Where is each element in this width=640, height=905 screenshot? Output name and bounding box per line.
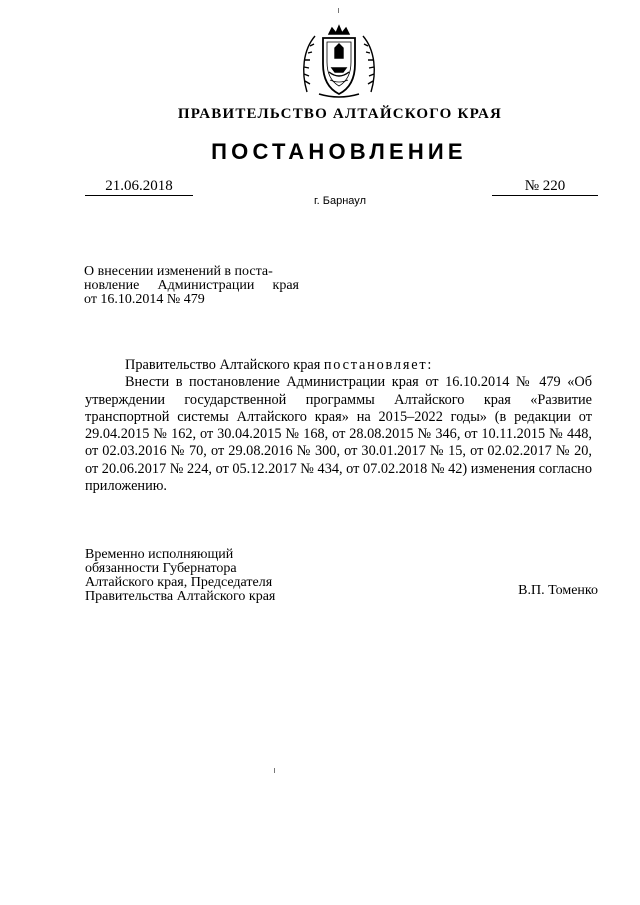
signer-position-line: Алтайского края, Председателя: [85, 575, 273, 590]
government-title: ПРАВИТЕЛЬСТВО АЛТАЙСКОГО КРАЯ: [177, 106, 503, 122]
scan-mark: [274, 768, 275, 773]
document-subject: [84, 265, 299, 307]
resolution-paragraph: Внести в постановление Администрации края от 16.10.2014 № 479 «Об утверждении государственной программы Алтайского края «Развитие транспортной системы Алтайского края» на 2015–2022 годы» (в редакции от 29.04.2015 № 162, от 30.04.2015 № 168, от 28.08.2015 № 346, от 10.11.2015 № 448, от 02.03.2016 № 70, от 29.08.2016 № 300, от 30.01.2017 № 15, от 02.02.2017 № 20, от 20.06.2017 № 224, от 05.12.2017 № 434, от 07.02.2018 № 42) изменения согласно приложению.: [85, 374, 592, 495]
preamble-paragraph: [85, 357, 592, 374]
city-label: г. Барнаул: [314, 195, 366, 207]
subject-line: от 16.10.2014 № 479: [84, 292, 205, 307]
subject-line: О внесении изменений в поста-: [84, 264, 273, 279]
scan-mark: [338, 8, 339, 13]
document-body: [85, 357, 592, 495]
document-type: ПОСТАНОВЛЕНИЕ: [211, 139, 467, 164]
preamble-text: Правительство Алтайского края: [125, 357, 321, 373]
signer-position-line: Правительства Алтайского края: [85, 589, 276, 604]
preamble-verb: постановляет:: [323, 357, 434, 373]
document-number: № 220: [492, 177, 598, 196]
coat-of-arms-emblem: [299, 22, 379, 102]
signer-name: В.П. Томенко: [518, 583, 598, 598]
document-date: 21.06.2018: [85, 177, 193, 196]
signer-position: [85, 548, 325, 604]
signer-position-line: Временно исполняющий: [85, 547, 234, 562]
signer-position-line: обязанности Губернатора: [85, 561, 237, 576]
subject-line: новление Администрации края: [84, 278, 299, 293]
